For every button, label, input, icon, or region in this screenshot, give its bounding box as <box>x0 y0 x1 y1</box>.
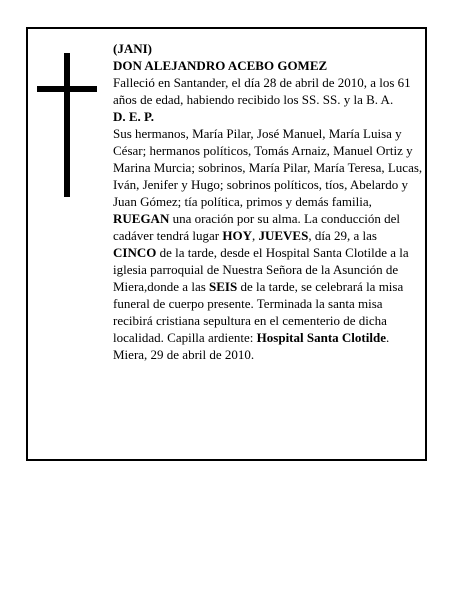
death-details: Falleció en Santander, el día 28 de abril de 2010, a los 61 años de edad, habiendo recibido los SS. SS. y la B. A. <box>113 75 411 107</box>
request-text-1: una oración por su alma. La conducción del cadáver tendrá lugar <box>113 211 401 243</box>
cross-icon <box>64 53 70 197</box>
request-text-2: , <box>251 228 259 243</box>
request-text-6: . <box>385 330 390 345</box>
place-date: Miera, 29 de abril de 2010. <box>113 347 255 362</box>
rip-line: D. E. P. <box>113 109 155 124</box>
seis-word: SEIS <box>209 279 238 294</box>
obituary-text <box>113 40 423 363</box>
hoy-word: HOY <box>222 228 252 243</box>
cinco-word: CINCO <box>113 245 157 260</box>
cross-icon-bar <box>37 86 97 92</box>
family-list: Sus hermanos, María Pilar, José Manuel, María Luisa y César; hermanos políticos, Tomás Arnaiz, Manuel Ortiz y Marina Murcia; sobrinos, María Pilar, María Teresa, Lucas, Iván, Jenifer y Hugo; sobrinos políticos, tíos, Abelardo y Juan Gómez; tía política, primos y demás familia, <box>113 126 423 209</box>
ruegan-word: RUEGAN <box>113 211 170 226</box>
request-text-3: , día 29, a las <box>308 228 377 243</box>
request-text-4: de la tarde, desde el Hospital Santa Clotilde a la iglesia parroquial de Nuestra Señora de la Asunción de Miera,donde a las <box>113 245 409 294</box>
jueves-word: JUEVES <box>258 228 309 243</box>
hospital-name: Hospital Santa Clotilde <box>256 330 386 345</box>
nickname: (JANI) <box>113 41 152 56</box>
request-text-5: de la tarde, se celebrará la misa funeral de cuerpo presente. Terminada la santa misa recibirá cristiana sepultura en el cementerio de dicha localidad. Capilla ardiente: <box>113 279 404 345</box>
request-paragraph <box>113 210 423 346</box>
deceased-name: DON ALEJANDRO ACEBO GOMEZ <box>113 58 328 73</box>
